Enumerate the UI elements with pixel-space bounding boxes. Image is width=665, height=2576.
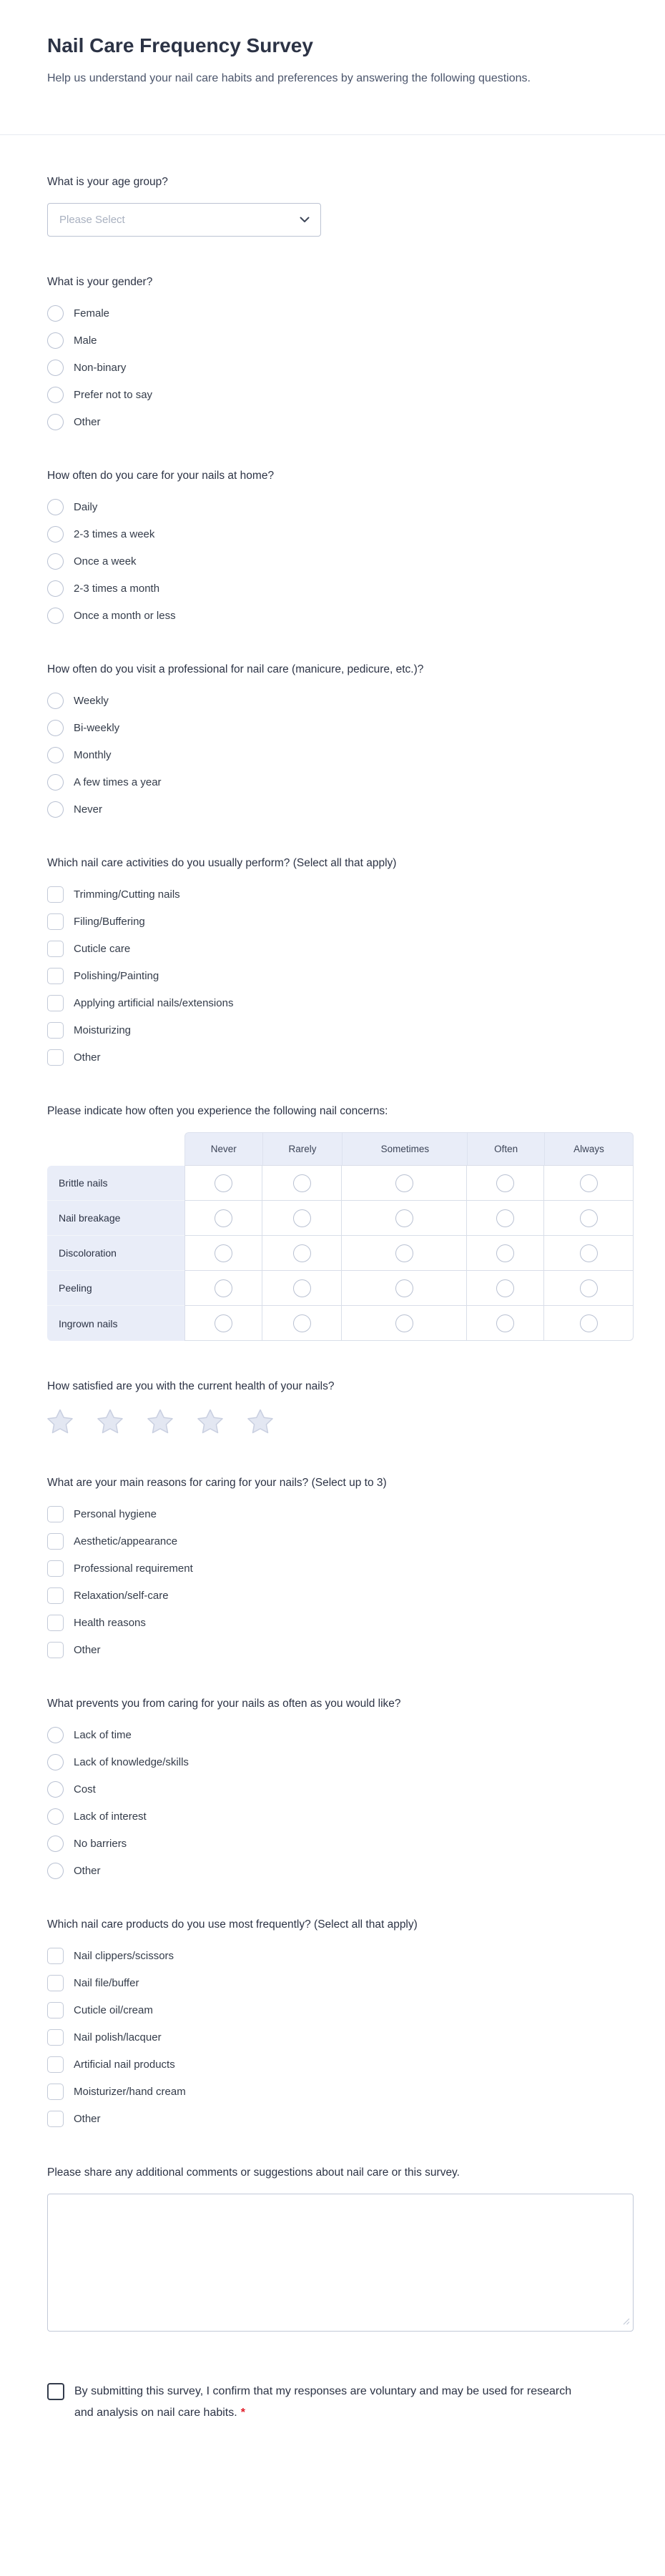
radio-button[interactable] xyxy=(47,499,64,515)
question-label: How often do you visit a professional for nail care (manicure, pedicure, etc.)? xyxy=(47,663,424,675)
question-home-care-frequency xyxy=(47,469,634,624)
checkbox[interactable] xyxy=(47,1022,64,1039)
checkbox[interactable] xyxy=(47,1587,64,1604)
matrix-cell[interactable] xyxy=(184,1166,262,1201)
checkbox-group-reasons xyxy=(47,1506,634,1658)
radio-button[interactable] xyxy=(47,1781,64,1798)
option-label: 2-3 times a week xyxy=(74,527,155,540)
matrix-cell[interactable] xyxy=(342,1166,467,1201)
radio-button[interactable] xyxy=(47,553,64,570)
matrix-cell[interactable] xyxy=(262,1201,343,1236)
option-label: Female xyxy=(74,307,110,319)
checkbox-option[interactable] xyxy=(47,968,634,984)
radio-button[interactable] xyxy=(215,1279,232,1297)
radio-button[interactable] xyxy=(47,801,64,818)
option-label: Moisturizer/hand cream xyxy=(74,2085,186,2098)
comments-textarea[interactable] xyxy=(47,2194,634,2332)
matrix-table xyxy=(47,1132,634,1341)
radio-option[interactable] xyxy=(47,1781,634,1798)
radio-button[interactable] xyxy=(395,1279,413,1297)
checkbox-option[interactable] xyxy=(47,1533,634,1550)
question-age-group xyxy=(47,175,634,237)
radio-button[interactable] xyxy=(215,1244,232,1262)
checkbox-option[interactable] xyxy=(47,2002,634,2018)
option-label: Lack of time xyxy=(74,1728,132,1741)
checkbox-option[interactable] xyxy=(47,1022,634,1039)
question-label: Please share any additional comments or suggestions about nail care or this survey. xyxy=(47,2166,460,2179)
checkbox[interactable] xyxy=(47,2029,64,2046)
radio-button[interactable] xyxy=(496,1279,514,1297)
option-label: Professional requirement xyxy=(74,1562,193,1575)
matrix-cell[interactable] xyxy=(184,1306,262,1341)
radio-option[interactable] xyxy=(47,1808,634,1825)
radio-button[interactable] xyxy=(47,332,64,349)
option-label: Other xyxy=(74,1864,101,1877)
radio-button[interactable] xyxy=(47,360,64,376)
checkbox-option[interactable] xyxy=(47,1642,634,1658)
matrix-row-label: Discoloration xyxy=(47,1236,184,1271)
radio-button[interactable] xyxy=(293,1174,311,1192)
matrix-column-header: Often xyxy=(467,1132,544,1166)
matrix-cell[interactable] xyxy=(544,1201,634,1236)
radio-button[interactable] xyxy=(293,1209,311,1227)
radio-option[interactable] xyxy=(47,332,634,349)
radio-button[interactable] xyxy=(496,1244,514,1262)
option-label: Trimming/Cutting nails xyxy=(74,888,180,901)
matrix-row xyxy=(47,1201,634,1236)
checkbox[interactable] xyxy=(47,886,64,903)
option-label: Weekly xyxy=(74,694,109,707)
radio-option[interactable] xyxy=(47,774,634,791)
checkbox[interactable] xyxy=(47,2084,64,2100)
question-label: Which nail care products do you use most frequently? (Select all that apply) xyxy=(47,1918,418,1931)
matrix-cell[interactable] xyxy=(467,1236,544,1271)
matrix-row xyxy=(47,1271,634,1306)
radio-button[interactable] xyxy=(47,305,64,322)
radio-button[interactable] xyxy=(47,1836,64,1852)
star-icon[interactable] xyxy=(247,1409,273,1437)
question-label: How satisfied are you with the current health of your nails? xyxy=(47,1380,335,1392)
radio-button[interactable] xyxy=(47,1863,64,1879)
checkbox-group-products xyxy=(47,1948,634,2127)
question-label: What are your main reasons for caring for your nails? (Select up to 3) xyxy=(47,1477,387,1489)
star-rating xyxy=(47,1409,634,1437)
option-label: Other xyxy=(74,415,101,428)
checkbox[interactable] xyxy=(47,1506,64,1522)
radio-button[interactable] xyxy=(47,414,64,430)
radio-option[interactable] xyxy=(47,553,634,570)
checkbox[interactable] xyxy=(47,995,64,1011)
age-group-dropdown[interactable] xyxy=(47,203,321,237)
dropdown-placeholder: Please Select xyxy=(59,214,125,226)
checkbox-option[interactable] xyxy=(47,913,634,930)
option-label: Polishing/Painting xyxy=(74,969,159,982)
question-barriers xyxy=(47,1697,634,1879)
checkbox[interactable] xyxy=(47,1615,64,1631)
option-label: Relaxation/self-care xyxy=(74,1589,169,1602)
checkbox[interactable] xyxy=(47,1642,64,1658)
matrix-cell[interactable] xyxy=(544,1271,634,1306)
radio-button[interactable] xyxy=(293,1244,311,1262)
matrix-cell[interactable] xyxy=(262,1271,343,1306)
checkbox-option[interactable] xyxy=(47,2056,634,2073)
question-professional-visits xyxy=(47,663,634,818)
radio-option[interactable] xyxy=(47,360,634,376)
form-header xyxy=(0,0,665,135)
question-label: How often do you care for your nails at home? xyxy=(47,470,275,482)
radio-option[interactable] xyxy=(47,720,634,736)
matrix-cell[interactable] xyxy=(342,1306,467,1341)
star-icon[interactable] xyxy=(147,1409,173,1437)
checkbox-option[interactable] xyxy=(47,1615,634,1631)
checkbox-option[interactable] xyxy=(47,2111,634,2127)
checkbox[interactable] xyxy=(47,941,64,957)
radio-button[interactable] xyxy=(580,1314,598,1332)
option-label: Artificial nail products xyxy=(74,2058,175,2071)
consent-section xyxy=(47,2381,591,2424)
radio-button[interactable] xyxy=(395,1314,413,1332)
question-reasons xyxy=(47,1476,634,1658)
question-gender xyxy=(47,275,634,430)
checkbox[interactable] xyxy=(47,1975,64,1991)
consent-checkbox[interactable] xyxy=(47,2383,64,2400)
radio-option[interactable] xyxy=(47,526,634,543)
option-label: Once a week xyxy=(74,555,137,568)
option-label: Filing/Buffering xyxy=(74,915,145,928)
option-label: Health reasons xyxy=(74,1616,146,1629)
matrix-cell[interactable] xyxy=(467,1201,544,1236)
radio-option[interactable] xyxy=(47,580,634,597)
matrix-header-row xyxy=(47,1132,634,1166)
checkbox-option[interactable] xyxy=(47,1049,634,1066)
matrix-cell[interactable] xyxy=(544,1236,634,1271)
star-icon[interactable] xyxy=(97,1409,123,1437)
form-body xyxy=(0,135,665,2510)
radio-button[interactable] xyxy=(47,1727,64,1743)
question-label: What is your age group? xyxy=(47,176,168,188)
checkbox[interactable] xyxy=(47,1560,64,1577)
option-label: Male xyxy=(74,334,97,347)
matrix-row xyxy=(47,1306,634,1341)
checkbox[interactable] xyxy=(47,2056,64,2073)
matrix-cell[interactable] xyxy=(262,1306,343,1341)
comments-textarea-wrap xyxy=(47,2194,634,2335)
matrix-row-label: Ingrown nails xyxy=(47,1306,184,1341)
radio-button[interactable] xyxy=(47,387,64,403)
question-products xyxy=(47,1918,634,2127)
option-label: Nail clippers/scissors xyxy=(74,1949,174,1962)
radio-button[interactable] xyxy=(496,1174,514,1192)
option-label: Non-binary xyxy=(74,361,127,374)
radio-button[interactable] xyxy=(47,774,64,791)
radio-option[interactable] xyxy=(47,1727,634,1743)
matrix-column-header: Always xyxy=(544,1132,634,1166)
radio-button[interactable] xyxy=(215,1174,232,1192)
option-label: Monthly xyxy=(74,748,112,761)
checkbox-option[interactable] xyxy=(47,1587,634,1604)
radio-button[interactable] xyxy=(47,693,64,709)
matrix-row-label: Peeling xyxy=(47,1271,184,1306)
matrix-cell[interactable] xyxy=(184,1236,262,1271)
form-subtitle: Help us understand your nail care habits and preferences by answering the following questions. xyxy=(47,72,531,84)
radio-group-professional xyxy=(47,693,634,818)
radio-button[interactable] xyxy=(496,1314,514,1332)
matrix-row xyxy=(47,1236,634,1271)
option-label: Nail polish/lacquer xyxy=(74,2031,162,2044)
checkbox-option[interactable] xyxy=(47,1975,634,1991)
option-label: Cost xyxy=(74,1783,96,1795)
checkbox[interactable] xyxy=(47,968,64,984)
matrix-row-label: Brittle nails xyxy=(47,1166,184,1201)
question-nail-concerns-matrix xyxy=(47,1104,634,1341)
checkbox[interactable] xyxy=(47,1948,64,1964)
checkbox-option[interactable] xyxy=(47,941,634,957)
checkbox-group-activities xyxy=(47,886,634,1066)
question-label: What prevents you from caring for your nails as often as you would like? xyxy=(47,1698,401,1710)
option-label: Prefer not to say xyxy=(74,388,153,401)
matrix-cell[interactable] xyxy=(184,1201,262,1236)
radio-option[interactable] xyxy=(47,1754,634,1770)
option-label: No barriers xyxy=(74,1837,127,1850)
option-label: Personal hygiene xyxy=(74,1507,157,1520)
option-label: Never xyxy=(74,803,103,816)
option-label: Daily xyxy=(74,500,98,513)
checkbox-option[interactable] xyxy=(47,1560,634,1577)
radio-option[interactable] xyxy=(47,305,634,322)
option-label: Cuticle care xyxy=(74,942,131,955)
radio-button[interactable] xyxy=(47,526,64,543)
checkbox[interactable] xyxy=(47,913,64,930)
matrix-cell[interactable] xyxy=(467,1166,544,1201)
radio-button[interactable] xyxy=(293,1279,311,1297)
option-label: Applying artificial nails/extensions xyxy=(74,996,234,1009)
option-label: 2-3 times a month xyxy=(74,582,160,595)
matrix-column-header: Never xyxy=(184,1132,262,1166)
radio-button[interactable] xyxy=(580,1244,598,1262)
matrix-cell[interactable] xyxy=(342,1271,467,1306)
question-satisfaction xyxy=(47,1379,634,1437)
radio-option[interactable] xyxy=(47,1863,634,1879)
matrix-column-header: Rarely xyxy=(262,1132,343,1166)
option-label: Once a month or less xyxy=(74,609,176,622)
matrix-column-header: Sometimes xyxy=(342,1132,467,1166)
question-label: Please indicate how often you experience the following nail concerns: xyxy=(47,1105,388,1117)
question-comments xyxy=(47,2166,634,2335)
checkbox-option[interactable] xyxy=(47,995,634,1011)
option-label: Other xyxy=(74,1643,101,1656)
checkbox-option[interactable] xyxy=(47,1506,634,1522)
matrix-cell[interactable] xyxy=(262,1166,343,1201)
radio-group-home-care xyxy=(47,499,634,624)
option-label: Cuticle oil/cream xyxy=(74,2003,153,2016)
radio-button[interactable] xyxy=(580,1174,598,1192)
checkbox-option[interactable] xyxy=(47,2084,634,2100)
radio-button[interactable] xyxy=(47,580,64,597)
radio-option[interactable] xyxy=(47,499,634,515)
matrix-cell[interactable] xyxy=(184,1271,262,1306)
radio-button[interactable] xyxy=(293,1314,311,1332)
checkbox[interactable] xyxy=(47,1049,64,1066)
radio-option[interactable] xyxy=(47,414,634,430)
option-label: Moisturizing xyxy=(74,1024,132,1036)
required-asterisk: * xyxy=(240,2407,245,2419)
matrix-cell[interactable] xyxy=(544,1166,634,1201)
radio-button[interactable] xyxy=(395,1174,413,1192)
matrix-cell[interactable] xyxy=(342,1201,467,1236)
option-label: A few times a year xyxy=(74,776,162,788)
option-label: Lack of knowledge/skills xyxy=(74,1755,189,1768)
matrix-cell[interactable] xyxy=(467,1271,544,1306)
radio-option[interactable] xyxy=(47,387,634,403)
checkbox-option[interactable] xyxy=(47,886,634,903)
matrix-corner-cell xyxy=(47,1132,184,1166)
question-activities xyxy=(47,856,634,1066)
radio-button[interactable] xyxy=(580,1209,598,1227)
radio-button[interactable] xyxy=(47,1754,64,1770)
checkbox-option[interactable] xyxy=(47,1948,634,1964)
radio-button[interactable] xyxy=(395,1209,413,1227)
radio-group-barriers xyxy=(47,1727,634,1879)
matrix-cell[interactable] xyxy=(544,1306,634,1341)
radio-button[interactable] xyxy=(395,1244,413,1262)
checkbox[interactable] xyxy=(47,1533,64,1550)
radio-group-gender xyxy=(47,305,634,430)
radio-option[interactable] xyxy=(47,608,634,624)
question-label: Which nail care activities do you usually perform? (Select all that apply) xyxy=(47,857,397,869)
consent-text: By submitting this survey, I confirm that my responses are voluntary and may be used for research and analysis on nail care habits. xyxy=(74,2385,572,2419)
question-label: What is your gender? xyxy=(47,276,153,288)
form-title: Nail Care Frequency Survey xyxy=(47,34,313,56)
radio-button[interactable] xyxy=(47,1808,64,1825)
chevron-down-icon xyxy=(300,217,310,223)
checkbox-option[interactable] xyxy=(47,2029,634,2046)
option-label: Bi-weekly xyxy=(74,721,120,734)
radio-option[interactable] xyxy=(47,1836,634,1852)
matrix-row xyxy=(47,1166,634,1201)
radio-button[interactable] xyxy=(47,720,64,736)
star-icon[interactable] xyxy=(197,1409,223,1437)
option-label: Other xyxy=(74,2112,101,2125)
radio-button[interactable] xyxy=(47,747,64,763)
radio-button[interactable] xyxy=(215,1314,232,1332)
matrix-cell[interactable] xyxy=(467,1306,544,1341)
radio-button[interactable] xyxy=(47,608,64,624)
radio-option[interactable] xyxy=(47,801,634,818)
option-label: Lack of interest xyxy=(74,1810,147,1823)
star-icon[interactable] xyxy=(47,1409,73,1437)
radio-button[interactable] xyxy=(580,1279,598,1297)
checkbox[interactable] xyxy=(47,2002,64,2018)
checkbox[interactable] xyxy=(47,2111,64,2127)
matrix-cell[interactable] xyxy=(342,1236,467,1271)
option-label: Nail file/buffer xyxy=(74,1976,139,1989)
radio-option[interactable] xyxy=(47,693,634,709)
option-label: Other xyxy=(74,1051,101,1064)
radio-button[interactable] xyxy=(215,1209,232,1227)
matrix-row-label: Nail breakage xyxy=(47,1201,184,1236)
radio-option[interactable] xyxy=(47,747,634,763)
option-label: Aesthetic/appearance xyxy=(74,1535,178,1547)
radio-button[interactable] xyxy=(496,1209,514,1227)
matrix-cell[interactable] xyxy=(262,1236,343,1271)
